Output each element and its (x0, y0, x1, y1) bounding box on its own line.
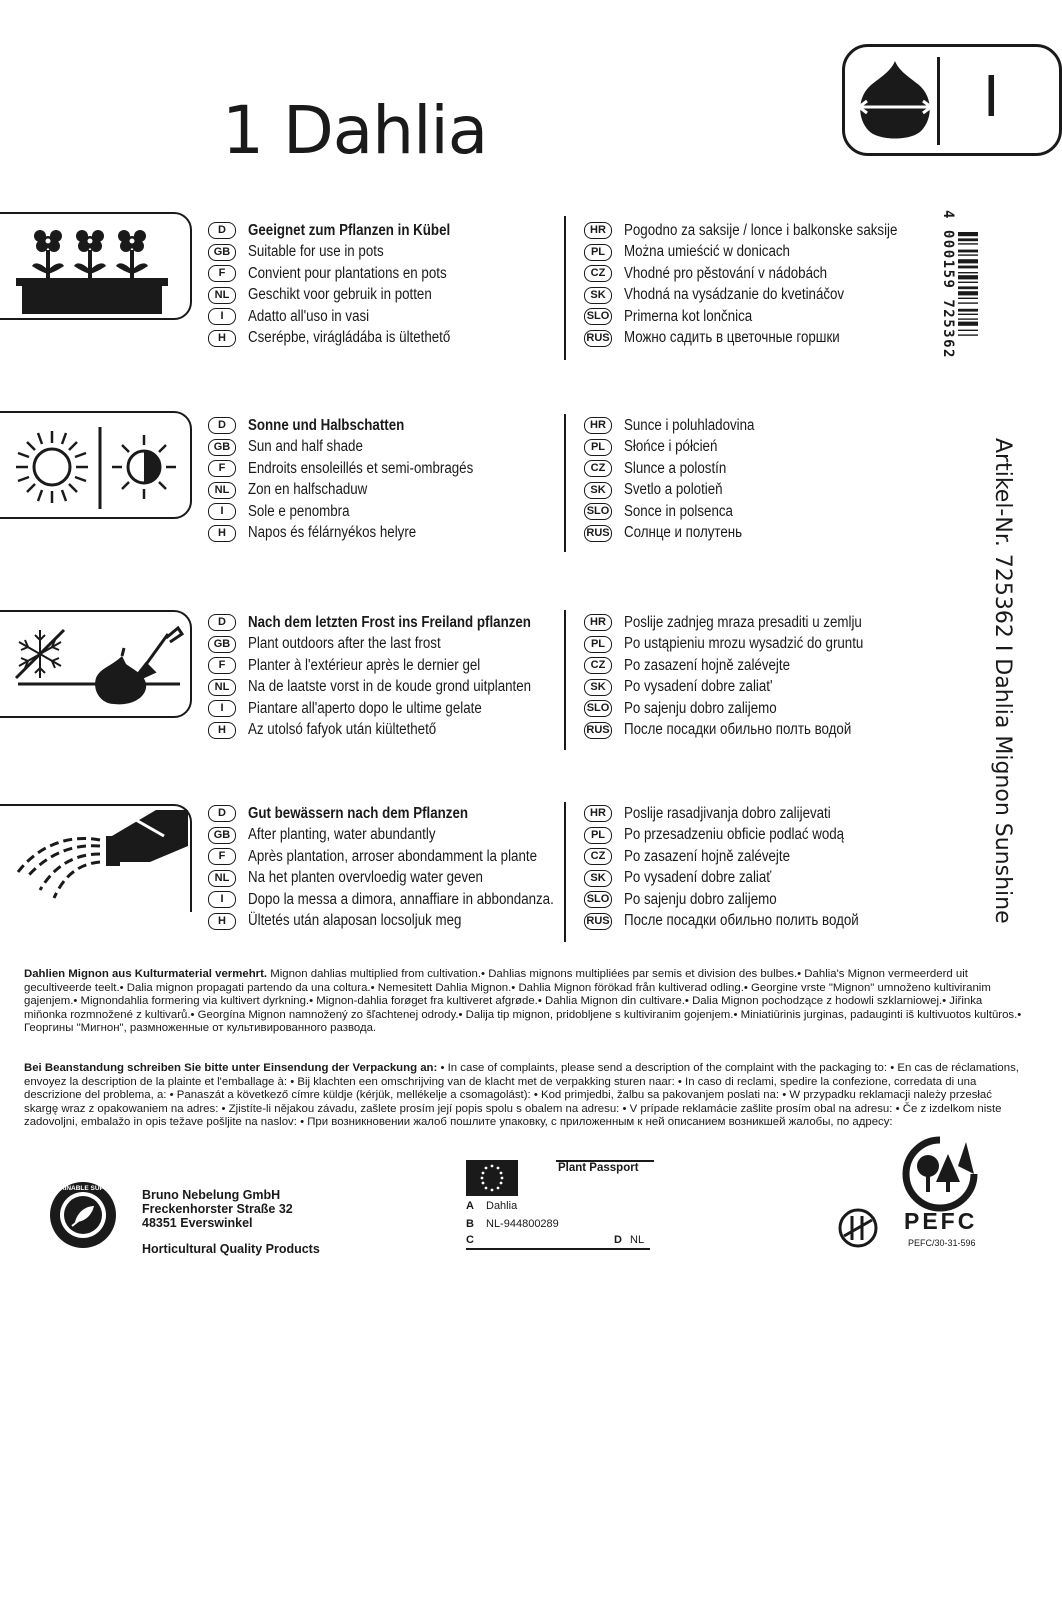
barcode-bar (958, 243, 978, 244)
barcode (938, 210, 978, 392)
section-2-left-column (208, 415, 510, 544)
section-4-left-column (208, 803, 604, 932)
language-code-badge: SK (584, 482, 612, 499)
language-code-badge: I (208, 891, 236, 908)
pefc-logo (900, 1136, 1000, 1248)
seal-text: SUSTAINABLE SUPPLIER (42, 1185, 124, 1192)
instruction-text: Dopo la messa a dimora, annaffiare in abbondanza. (248, 890, 554, 908)
section-2-right-column (584, 415, 776, 544)
language-row (208, 911, 604, 933)
language-row (584, 220, 942, 242)
instruction-text: Nach dem letzten Frost ins Freiland pflanzen (248, 613, 531, 631)
instruction-text: Geeignet zum Pflanzen in Kübel (248, 221, 451, 239)
language-code-badge: RUS (584, 330, 612, 347)
passport-a-value: Dahlia (486, 1200, 518, 1212)
language-row (584, 846, 897, 868)
language-code-badge: SK (584, 679, 612, 696)
instruction-text: Po sajenju dobro zalijemo (624, 890, 777, 908)
language-code-badge: PL (584, 827, 612, 844)
barcode-bar (958, 318, 978, 319)
company-name: Bruno Nebelung GmbH (142, 1188, 281, 1202)
company-city: 48351 Everswinkel (142, 1216, 253, 1230)
language-row (208, 677, 577, 699)
instruction-text: После посадки обильно полить водой (624, 912, 859, 930)
instruction-text: После посадки обильно полть водой (624, 721, 852, 739)
language-code-badge: HR (584, 614, 612, 631)
plant-passport: Plant Passport A Dahlia B NL-944800289 C D NL (466, 1160, 654, 1252)
instruction-text: Poslije zadnjeg mraza presaditi u zemlju (624, 613, 862, 631)
do-not-cut-icon (836, 1206, 880, 1255)
pefc-code: PEFC/30-31-596 (908, 1238, 976, 1248)
language-row (208, 655, 577, 677)
instruction-text: Vhodné pro pěstování v nádobách (624, 264, 828, 282)
language-row (208, 415, 510, 437)
instruction-text: Plant outdoors after the last frost (248, 635, 441, 653)
instruction-text: Na de laatste vorst in de koude grond uitplanten (248, 678, 532, 696)
sustainable-supplier-seal (42, 1180, 124, 1255)
section-4-right-column (584, 803, 897, 932)
barcode-bar (958, 272, 978, 273)
instruction-text: Po zasazení hojně zalévejte (624, 847, 791, 865)
language-code-badge: H (208, 330, 236, 347)
barcode-bar (958, 232, 978, 236)
language-code-badge: PL (584, 244, 612, 261)
language-row (584, 803, 897, 825)
language-code-badge: F (208, 657, 236, 674)
column-divider (564, 802, 566, 942)
bulb-size-code: I (983, 65, 1000, 130)
language-code-badge: SLO (584, 503, 612, 520)
language-code-badge: F (208, 848, 236, 865)
language-code-badge: RUS (584, 913, 612, 930)
instruction-text: Après plantation, arroser abondamment la plante (248, 847, 538, 865)
barcode-bar (958, 250, 978, 253)
instruction-text: Convient pour plantations en pots (248, 264, 447, 282)
instruction-text: Cserépbe, virágládába is ültethető (248, 329, 451, 347)
instruction-text: Primerna kot lončnica (624, 307, 753, 325)
instruction-text: Po ustąpieniu mrozu wysadzić do gruntu (624, 635, 864, 653)
section-1-right-column (584, 220, 942, 349)
language-row (584, 437, 776, 459)
company-street: Freckenhorster Straße 32 (142, 1202, 293, 1216)
language-code-badge: HR (584, 805, 612, 822)
instruction-text: Ültetés után alaposan locsoljuk meg (248, 912, 462, 930)
barcode-bar (958, 259, 978, 263)
instruction-text: Sun and half shade (248, 438, 363, 456)
instruction-text: Po vysadení dobre zaliat' (624, 678, 773, 696)
language-code-badge: I (208, 700, 236, 717)
language-row (584, 285, 942, 307)
language-row (584, 677, 902, 699)
sun-half-shade-icon (0, 411, 192, 519)
language-code-badge: RUS (584, 525, 612, 542)
language-row (208, 242, 483, 264)
language-row (208, 889, 604, 911)
pefc-trees-icon (900, 1136, 980, 1208)
language-code-badge: GB (208, 827, 236, 844)
language-code-badge: NL (208, 287, 236, 304)
instruction-text: Endroits ensoleillés et semi-ombragés (248, 459, 474, 477)
language-code-badge: PL (584, 636, 612, 653)
language-code-badge: NL (208, 679, 236, 696)
pefc-word: PEFC (904, 1208, 978, 1234)
watering-can-icon (0, 804, 192, 912)
instruction-text: Svetlo a polotieň (624, 481, 723, 499)
section-3-left-column (208, 612, 577, 741)
language-row (208, 846, 604, 868)
instruction-text: Az utolsó fafyok után kiültethető (248, 721, 437, 739)
language-code-badge: PL (584, 439, 612, 456)
instruction-text: Planter à l'extérieur après le dernier gel (248, 656, 481, 674)
language-row (208, 634, 577, 656)
instruction-text: Vhodná na vysádzanie do kvetináčov (624, 286, 845, 304)
language-code-badge: SLO (584, 308, 612, 325)
language-code-badge: D (208, 222, 236, 239)
language-row (208, 220, 483, 242)
language-code-badge: SLO (584, 700, 612, 717)
language-code-badge: SLO (584, 891, 612, 908)
barcode-bar (958, 238, 978, 241)
column-divider (564, 414, 566, 552)
instruction-text: Gut bewässern nach dem Pflanzen (248, 804, 469, 822)
instruction-text: Po sajenju dobro zalijemo (624, 699, 777, 717)
cultivation-note (24, 968, 1024, 1036)
barcode-bar (958, 298, 978, 299)
instruction-text: Sunce i poluhladovina (624, 416, 755, 434)
language-row (208, 523, 510, 545)
language-row (584, 911, 897, 933)
instruction-text: Po zasazení hojně zalévejte (624, 656, 791, 674)
language-code-badge: I (208, 503, 236, 520)
complaints-text: • In case of complaints, please send a description of the complaint with the packaging to: • En cas de réclamations, envoyez la description de la plainte et l'emballage à: • Bij klachten een omschrijving van de klacht met de verpakking sturen naar: • In caso di reclami, spedire la confezione, corredata di una descrizione del problema, a: • Panaszát a következő címre küldje (kérjük, mellékelje a csomagolást): • Kod primjedbi, žalbu sa pakovanjem poslati na: • W przypadku reklamacji należy przesłać skargę wraz z opakowaniem na adres: • Zjistíte-li nějakou závadu, zašlete prosím její popis spolu s obalem na adresu: • V prípade reklamácie zašlite prosím obal na adresu: • Če z izdelkom niste zadovoljni, embalažo in opis težave pošljite na naslov: • При возникновении жалоб пошлите упаковку, с приложенным к ней описанием возникшей жалобы, по адресу: (24, 1062, 1019, 1129)
instruction-text: Geschikt voor gebruik in potten (248, 286, 432, 304)
barcode-bar (958, 282, 978, 283)
article-number: Artikel-Nr. 725362 I Dahlia Mignon Sunshine (990, 438, 1015, 924)
language-row (584, 523, 776, 545)
language-code-badge: GB (208, 244, 236, 261)
language-row (584, 655, 902, 677)
language-row (584, 263, 942, 285)
language-row (584, 501, 776, 523)
barcode-bar (958, 266, 978, 269)
complaints-note (24, 1062, 1024, 1130)
language-row (208, 698, 577, 720)
language-row (208, 868, 604, 890)
column-divider (564, 216, 566, 360)
language-code-badge: H (208, 525, 236, 542)
barcode-bar (958, 291, 978, 295)
instruction-text: Słońce i półcień (624, 438, 718, 456)
complaints-lead: Bei Beanstandung schreiben Sie bitte unter Einsendung der Verpackung an: (24, 1062, 438, 1074)
flower-pot-icon (0, 212, 192, 320)
language-code-badge: RUS (584, 722, 612, 739)
language-code-badge: CZ (584, 265, 612, 282)
barcode-bar (958, 314, 978, 315)
instruction-text: Pogodno za saksije / lonce i balkonske saksije (624, 221, 898, 239)
language-code-badge: GB (208, 636, 236, 653)
passport-d-value: NL (630, 1234, 645, 1246)
language-row (584, 328, 942, 350)
instruction-text: Sonne und Halbschatten (248, 416, 405, 434)
language-row (208, 501, 510, 523)
passport-b-value: NL-944800289 (486, 1218, 559, 1230)
language-code-badge: F (208, 460, 236, 477)
instruction-text: Zon en halfschaduw (248, 481, 368, 499)
language-row (584, 415, 776, 437)
instruction-text: Adatto all'uso in vasi (248, 307, 370, 325)
barcode-bar (958, 302, 978, 303)
barcode-bar (958, 330, 978, 331)
bulb-size-box (842, 44, 1062, 156)
language-row (584, 825, 897, 847)
company-address (142, 1188, 320, 1256)
language-code-badge: CZ (584, 460, 612, 477)
instruction-text: Slunce a polostín (624, 459, 727, 477)
language-row (208, 480, 510, 502)
language-row (208, 720, 577, 742)
section-1-left-column (208, 220, 483, 349)
language-code-badge: HR (584, 417, 612, 434)
instruction-text: Suitable for use in pots (248, 243, 384, 261)
passport-title: Plant Passport (558, 1162, 639, 1174)
instruction-text: Po vysadení dobre zaliať (624, 869, 772, 887)
section-3-right-column (584, 612, 902, 741)
language-code-badge: F (208, 265, 236, 282)
barcode-bar (958, 286, 978, 289)
language-row (208, 825, 604, 847)
language-row (584, 720, 902, 742)
barcode-bar (958, 309, 978, 312)
language-row (584, 698, 902, 720)
column-divider (564, 610, 566, 750)
eu-flag-icon (466, 1160, 518, 1196)
language-row (208, 612, 577, 634)
barcode-bar (958, 334, 978, 335)
language-row (208, 263, 483, 285)
language-code-badge: CZ (584, 657, 612, 674)
language-row (584, 612, 902, 634)
language-code-badge: H (208, 722, 236, 739)
language-code-badge: D (208, 417, 236, 434)
language-row (208, 285, 483, 307)
language-code-badge: D (208, 805, 236, 822)
cultivation-text: Mignon dahlias multiplied from cultivation.• Dahlias mignons multipliées par semis et division des bulbes.• Dahlia's Mignon vermeerderd uit gecultiveerde teelt.• Dalia mignon propagati partendo da una coltura.• Nemesitett Dahlia Mignon.• Dahlia Mignon förökad från kultiverad odling.• Georgine vrste "Mignon" umnoženo kultiviranim gajenjem.• Mignondahlia formering via kultivert dyrkning.• Mignon-dahlia forøget fra kultiveret afgrøde.• Dahlia Mignon din cultivare.• Dalia Mignon pochodzące z hodowli szklarniowej.• Jiřinka miňonka rozmnožené z kultivarů.• Georgína Mignon namnožený zo šľachtenej odrody.• Dalija tip mignon, pridobljene s kultiviranim gojenjem.• Miniatiūrinis jurginas, padauginti iš kultivuotos kultūros.• Георгины "Мигнон", размноженные от культивированного развода. (24, 968, 1022, 1035)
instruction-text: Po przesadzeniu obficie podlać wodą (624, 826, 845, 844)
product-title: 1 Dahlia (222, 92, 488, 169)
language-row (584, 458, 776, 480)
instruction-text: Można umieścić w donicach (624, 243, 790, 261)
language-code-badge: H (208, 913, 236, 930)
language-code-badge: I (208, 308, 236, 325)
instruction-text: Солнце и полутень (624, 524, 743, 542)
language-row (208, 458, 510, 480)
language-code-badge: D (208, 614, 236, 631)
company-tagline: Horticultural Quality Products (142, 1242, 320, 1256)
instruction-text: Na het planten overvloedig water geven (248, 869, 483, 887)
language-code-badge: GB (208, 439, 236, 456)
language-row (584, 634, 902, 656)
language-row (584, 242, 942, 264)
instruction-text: Poslije rasadjivanja dobro zalijevati (624, 804, 831, 822)
barcode-bar (958, 322, 978, 326)
language-code-badge: HR (584, 222, 612, 239)
instruction-text: Piantare all'aperto dopo le ultime gelate (248, 699, 482, 717)
cultivation-lead: Dahlien Mignon aus Kulturmaterial vermehrt. (24, 968, 268, 980)
instruction-text: Napos és félárnyékos helyre (248, 524, 417, 542)
language-code-badge: SK (584, 870, 612, 887)
language-code-badge: NL (208, 482, 236, 499)
language-code-badge: NL (208, 870, 236, 887)
barcode-bar (958, 275, 978, 279)
instruction-text: After planting, water abundantly (248, 826, 436, 844)
language-row (208, 437, 510, 459)
barcode-bar (958, 254, 978, 255)
instruction-text: Sole e penombra (248, 502, 350, 520)
frost-planting-icon (0, 610, 192, 718)
language-code-badge: CZ (584, 848, 612, 865)
barcode-digits: 4 000159 725362 (940, 210, 956, 359)
instruction-text: Можно садить в цветочные горшки (624, 329, 840, 347)
language-row (584, 868, 897, 890)
language-row (208, 328, 483, 350)
language-row (584, 480, 776, 502)
language-row (584, 889, 897, 911)
instruction-text: Sonce in polsenca (624, 502, 733, 520)
language-row (208, 803, 604, 825)
language-row (584, 306, 942, 328)
bulb-size-icon (851, 55, 939, 151)
language-code-badge: SK (584, 287, 612, 304)
language-row (208, 306, 483, 328)
